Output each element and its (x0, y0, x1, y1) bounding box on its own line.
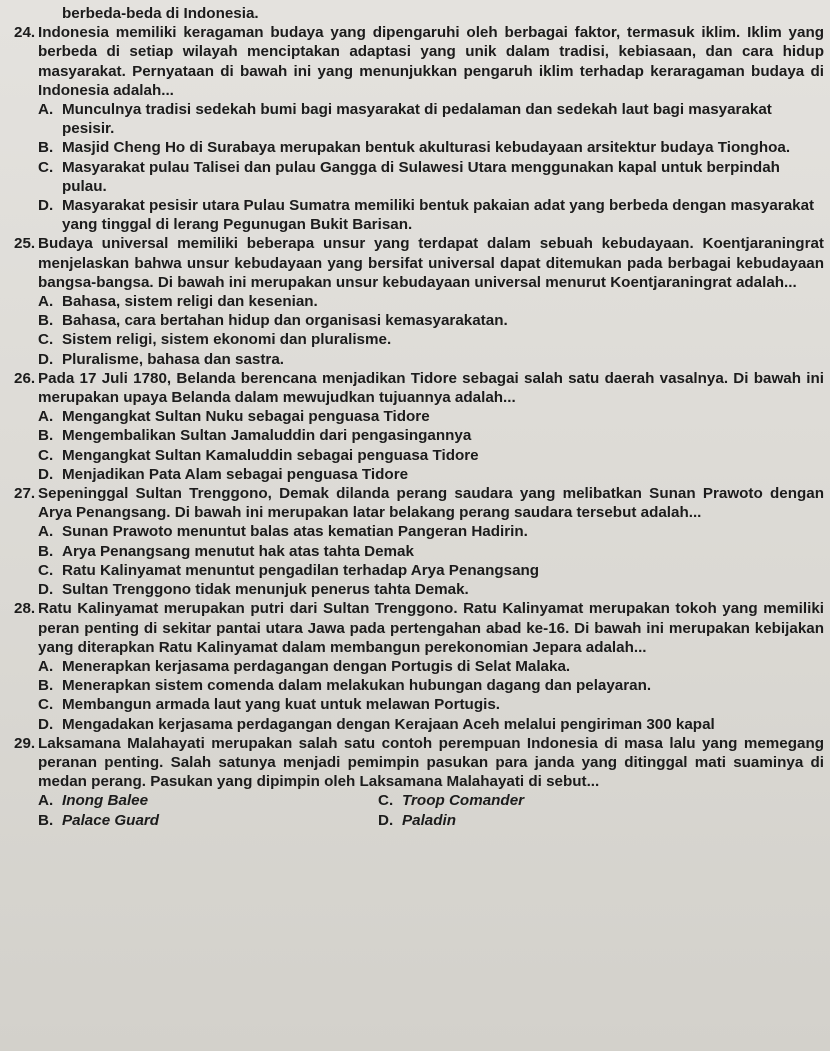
question-number: 24. (14, 24, 36, 42)
question-24 (14, 23, 824, 234)
question-number: 27. (14, 485, 36, 503)
option-c[interactable]: C. Sistem religi, sistem ekonomi dan pluralisme. (38, 331, 392, 349)
options-grid (14, 791, 824, 829)
option-c[interactable]: C. Troop Comander (378, 792, 525, 810)
option-d[interactable]: D. Paladin (378, 811, 457, 829)
option-b[interactable]: B. Menerapkan sistem comenda dalam melakukan hubungan dagang dan pelayaran. (38, 677, 652, 695)
option-b[interactable]: B. Mengembalikan Sultan Jamaluddin dari pengasingannya (38, 427, 472, 445)
question-28 (14, 599, 824, 733)
question-number: 25. (14, 235, 36, 253)
option-d[interactable]: D. Sultan Trenggono tidak menunjuk penerus tahta Demak. (38, 581, 469, 599)
option-b[interactable]: B. Arya Penangsang menutut hak atas tahta Demak (38, 542, 414, 560)
option-a[interactable]: A. Menerapkan kerjasama perdagangan dengan Portugis di Selat Malaka. (38, 657, 571, 675)
question-number: 26. (14, 369, 36, 387)
question-number: 29. (14, 734, 36, 752)
option-b[interactable]: B. Bahasa, cara bertahan hidup dan organisasi kemasyarakatan. (38, 312, 508, 330)
question-25 (14, 234, 824, 368)
option-a[interactable]: A. Munculnya tradisi sedekah bumi bagi masyarakat di pedalaman dan sedekah laut bagi masyarakat pesisir. (38, 101, 772, 138)
question-stem: Ratu Kalinyamat merupakan putri dari Sultan Trenggono. Ratu Kalinyamat merupakan tokoh yang memiliki peran penting di sekitar pantai utara Jawa pada pertengahan abad ke-16. Di bawah ini merupakan kebijakan yang diterapkan Ratu Kalinyamat dalam membangun perekonomian Jepara adalah... (38, 600, 824, 656)
question-stem: Sepeninggal Sultan Trenggono, Demak dilanda perang saudara yang melibatkan Sunan Prawoto dengan Arya Penangsang. Di bawah ini merupakan latar belakang perang saudara tersebut adalah... (38, 485, 824, 522)
question-stem: Indonesia memiliki keragaman budaya yang dipengaruhi oleh berbagai faktor, termasuk iklim. Iklim yang berbeda di setiap wilayah menciptakan adaptasi yang unik dalam tradisi, kebiasaan, dan cara hidup masyarakat. Pernyataan di bawah ini yang menunjukkan pengaruh iklim terhadap keraragaman budaya di Indonesia adalah... (38, 24, 824, 99)
option-a[interactable]: A. Inong Balee (38, 792, 149, 810)
question-27 (14, 484, 824, 599)
option-b[interactable]: B. Palace Guard (38, 811, 160, 829)
option-c[interactable]: C. Masyarakat pulau Talisei dan pulau Gangga di Sulawesi Utara menggunakan kapal untuk berpindah pulau. (38, 158, 780, 195)
question-stem: Budaya universal memiliki beberapa unsur yang terdapat dalam sebuah kebudayaan. Koentjaraningrat menjelaskan bahwa unsur kebudayaan yang bersifat universal dapat ditemukan pada berbagai kebudayaan bangsa-bangsa. Di bawah ini merupakan unsur kebudayaan universal menurut Koentjaraningrat adalah... (38, 235, 824, 291)
option-c[interactable]: C. Mengangkat Sultan Kamaluddin sebagai penguasa Tidore (38, 446, 479, 464)
option-d[interactable]: D. Menjadikan Pata Alam sebagai penguasa Tidore (38, 465, 409, 483)
carried-over-text: berbeda-beda di Indonesia. (62, 5, 259, 22)
question-stem: Laksamana Malahayati merupakan salah satu contoh perempuan Indonesia di masa lalu yang memegang peranan penting. Salah satunya menjadi pemimpin pasukan para janda yang ditinggal mati suaminya di medan perang. Pasukan yang dipimpin oleh Laksamana Malahayati di sebut... (38, 734, 824, 791)
option-d[interactable]: D. Pluralisme, bahasa dan sastra. (38, 350, 285, 368)
question-stem: Pada 17 Juli 1780, Belanda berencana menjadikan Tidore sebagai salah satu daerah vasalnya. Di bawah ini merupakan upaya Belanda dalam mewujudkan tujuannya adalah... (38, 369, 824, 407)
option-c[interactable]: C. Ratu Kalinyamat menuntut pengadilan terhadap Arya Penangsang (38, 561, 540, 579)
question-26 (14, 369, 824, 484)
question-number: 28. (14, 600, 36, 618)
option-b[interactable]: B. Masjid Cheng Ho di Surabaya merupakan bentuk akulturasi kebudayaan arsitektur budaya Tionghoa. (38, 139, 791, 157)
option-c[interactable]: C. Membangun armada laut yang kuat untuk melawan Portugis. (38, 696, 500, 714)
option-a[interactable]: A. Sunan Prawoto menuntut balas atas kematian Pangeran Hadirin. (38, 523, 528, 541)
option-d[interactable]: D. Masyarakat pesisir utara Pulau Sumatra memiliki bentuk pakaian adat yang berbeda dengan masyarakat yang tinggal di lerang Pegunugan Bukit Barisan. (38, 197, 815, 234)
question-29 (14, 734, 824, 830)
option-d[interactable]: D. Mengadakan kerjasama perdagangan dengan Kerajaan Aceh melalui pengiriman 300 kapal (38, 715, 715, 733)
option-a[interactable]: A. Bahasa, sistem religi dan kesenian. (38, 293, 318, 311)
option-a[interactable]: A. Mengangkat Sultan Nuku sebagai penguasa Tidore (38, 408, 430, 426)
